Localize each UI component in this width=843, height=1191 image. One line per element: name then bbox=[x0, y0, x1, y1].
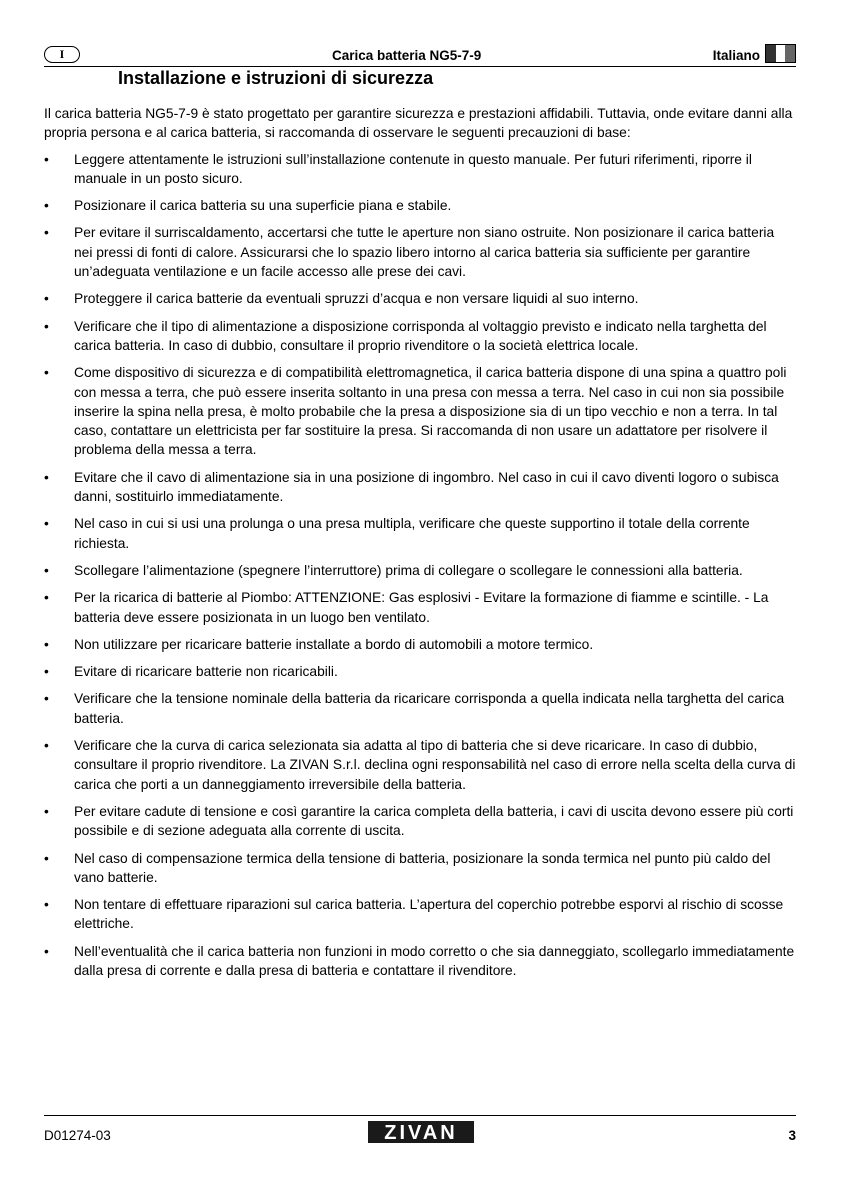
list-item-text: Evitare che il cavo di alimentazione sia in una posizione di ingombro. Nel caso in cui il cavo diventi logoro o subisca danni, sostituirlo immediatamente. bbox=[74, 469, 779, 505]
bullet-icon: • bbox=[44, 636, 49, 652]
list-item-text: Per la ricarica di batterie al Piombo: ATTENZIONE: Gas esplosivi - Evitare la formazione di fiamme e scintille. - La batteria deve essere posizionata in un luogo ben ventilato. bbox=[74, 590, 769, 625]
list-item-text: Non tentare di effettuare riparazioni sul carica batteria. L’apertura del coperchio potrebbe esporvi al rischio di scosse elettriche. bbox=[74, 897, 784, 932]
list-item-text: Non utilizzare per ricaricare batterie installate a bordo di automobili a motore termico. bbox=[74, 636, 594, 652]
list-item bbox=[44, 802, 796, 841]
bullet-icon: • bbox=[44, 198, 49, 214]
bullet-icon: • bbox=[44, 738, 49, 754]
page-body bbox=[44, 104, 796, 988]
bullet-icon: • bbox=[44, 590, 49, 606]
list-item bbox=[44, 289, 796, 308]
list-item-text: Posizionare il carica batteria su una superficie piana e stabile. bbox=[74, 198, 452, 214]
list-item-text: Evitare di ricaricare batterie non ricaricabili. bbox=[74, 664, 338, 680]
zivan-logo bbox=[368, 1121, 474, 1143]
list-item-text: Come dispositivo di sicurezza e di compatibilità elettromagnetica, il carica batteria dispone di una spina a quattro poli con messa a terra, che può essere inserita soltanto in una presa con messa a terra. Nel caso in cui non sia possibile inserire la spina nella presa, è molto probabile che la presa a disposizione sia di un tipo vecchio e non a terra. In tal caso, contattare un elettricista per far sostituire la presa. Si raccomanda di non usare un adattatore per risolvere il problema della messa a terra. bbox=[74, 365, 787, 458]
list-item-text: Per evitare cadute di tensione e così garantire la carica completa della batteria, i cavi di uscita devono essere più corti possibile e di sezione adeguata alla corrente di uscita. bbox=[74, 803, 794, 839]
bullet-icon: • bbox=[44, 318, 49, 334]
list-item bbox=[44, 942, 796, 981]
bullet-icon: • bbox=[44, 664, 49, 680]
language-code-badge: I bbox=[44, 46, 80, 63]
document-number: D01274-03 bbox=[44, 1128, 111, 1143]
page-footer bbox=[44, 1115, 796, 1156]
list-item bbox=[44, 736, 796, 794]
list-item-text: Nel caso in cui si usi una prolunga o una presa multipla, verificare che queste supportino il totale della corrente richiesta. bbox=[74, 516, 750, 551]
bullet-icon: • bbox=[44, 850, 49, 866]
bullet-icon: • bbox=[44, 897, 49, 913]
list-item bbox=[44, 635, 796, 654]
bullet-icon: • bbox=[44, 803, 49, 819]
bullet-icon: • bbox=[44, 691, 49, 707]
svg-text:ZIVAN: ZIVAN bbox=[384, 1122, 458, 1143]
list-item bbox=[44, 588, 796, 627]
page-number: 3 bbox=[788, 1128, 796, 1143]
list-item-text: Nel caso di compensazione termica della tensione di batteria, posizionare la sonda termica nel punto più caldo del vano batterie. bbox=[74, 850, 771, 885]
bullet-icon: • bbox=[44, 151, 49, 167]
list-item bbox=[44, 849, 796, 888]
bullet-icon: • bbox=[44, 469, 49, 485]
safety-instructions-list bbox=[44, 150, 796, 981]
list-item-text: Verificare che il tipo di alimentazione a disposizione corrisponda al voltaggio previsto e indicato nella targhetta del carica batteria. In caso di dubbio, consultare il proprio rivenditore o la società elettrica locale. bbox=[74, 318, 767, 353]
list-item bbox=[44, 150, 796, 189]
page-header bbox=[44, 44, 796, 67]
list-item-text: Nell’eventualità che il carica batteria non funzioni in modo corretto o che sia danneggiato, scollegarlo immediatamente dalla presa di corrente e dalla presa di batteria e contattare il rivenditore. bbox=[74, 943, 795, 978]
intro-paragraph: Il carica batteria NG5-7-9 è stato progettato per garantire sicurezza e prestazioni affidabili. Tuttavia, onde evitare danni alla propria persona e al carica batteria, si raccomanda di osservare le seguenti precauzioni di base: bbox=[44, 106, 793, 141]
list-item-text: Leggere attentamente le istruzioni sull’installazione contenute in questo manuale. Per futuri riferimenti, riporre il manuale in un posto sicuro. bbox=[74, 151, 752, 186]
list-item bbox=[44, 689, 796, 728]
list-item-text: Per evitare il surriscaldamento, accertarsi che tutte le aperture non siano ostruite. Non posizionare il carica batteria nei pressi di fonti di calore. Assicurarsi che lo spazio libero intorno al carica batteria sia sufficiente per garantire un’adeguata ventilazione e un facile accesso alle prese dei cavi. bbox=[74, 225, 775, 280]
list-item bbox=[44, 196, 796, 215]
bullet-icon: • bbox=[44, 225, 49, 241]
list-item bbox=[44, 514, 796, 553]
list-item bbox=[44, 662, 796, 681]
bullet-icon: • bbox=[44, 365, 49, 381]
language-label: Italiano bbox=[712, 48, 760, 63]
bullet-icon: • bbox=[44, 291, 49, 307]
document-title: Carica batteria NG5-7-9 bbox=[332, 48, 482, 63]
bullet-icon: • bbox=[44, 516, 49, 532]
list-item bbox=[44, 223, 796, 281]
list-item bbox=[44, 363, 796, 459]
list-item bbox=[44, 895, 796, 934]
list-item bbox=[44, 468, 796, 507]
list-item-text: Scollegare l’alimentazione (spegnere l’interruttore) prima di collegare o scollegare le connessioni alla batteria. bbox=[74, 562, 743, 578]
list-item-text: Verificare che la tensione nominale della batteria da ricaricare corrisponda a quella indicata nella targhetta del carica batteria. bbox=[74, 691, 785, 726]
list-item-text: Verificare che la curva di carica selezionata sia adatta al tipo di batteria che si deve ricaricare. In caso di dubbio, consultare il proprio rivenditore. La ZIVAN S.r.l. declina ogni responsabilità nel caso di errore nella scelta della curva di carica che porti a un danneggiamento irreversibile della batteria. bbox=[74, 738, 796, 792]
bullet-icon: • bbox=[44, 943, 49, 959]
list-item-text: Proteggere il carica batterie da eventuali spruzzi d’acqua e non versare liquidi al suo interno. bbox=[74, 291, 639, 307]
list-item bbox=[44, 561, 796, 580]
bullet-icon: • bbox=[44, 562, 49, 578]
section-title: Installazione e istruzioni di sicurezza bbox=[118, 68, 434, 88]
list-item bbox=[44, 317, 796, 356]
flag-icon bbox=[765, 44, 796, 63]
